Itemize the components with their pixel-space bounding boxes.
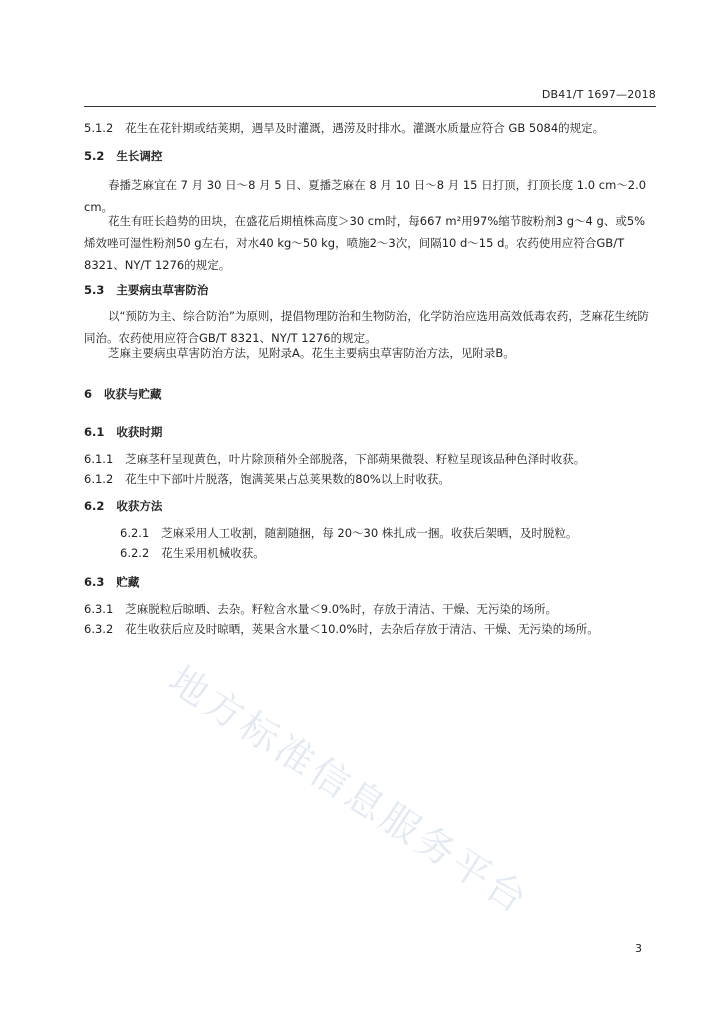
- standard-code: DB41/T 1697—2018: [541, 88, 656, 101]
- clause-number: 5.1.2: [84, 121, 114, 135]
- paragraph-growth-control: 花生有旺长趋势的田块，在盛花后期植株高度＞30 cm时，每667 m²用97%缩节胺粉剂3 g～4 g、或5%烯效唑可湿性粉剂50 g左右，对水40 kg～50 kg，喷施2～3次，间隔10 d～15 d。农药使用应符合GB/T 8321、NY/T 1276的规定。: [84, 214, 646, 272]
- header-rule: [84, 106, 656, 107]
- heading-text: 生长调控: [116, 149, 163, 163]
- clause-text: 花生在花针期或结荚期，遇旱及时灌溉，遇涝及时排水。灌溉水质量应符合 GB 5084的规定。: [125, 121, 605, 135]
- heading-5-2: [84, 148, 162, 164]
- heading-text: 收获方法: [116, 499, 163, 513]
- clause-6-1-2: [84, 471, 450, 487]
- heading-6-1: [84, 424, 162, 440]
- heading-number: 6.1: [84, 425, 105, 439]
- clause-6-2-2: [120, 545, 265, 561]
- heading-5-3: [84, 282, 208, 298]
- clause-6-3-1: [84, 601, 557, 617]
- watermark: 地方标准信息服务平台: [161, 657, 538, 924]
- paragraph-topping: 春播芝麻宜在 7 月 30 日～8 月 5 日、夏播芝麻在 8 月 10 日～8 月 15 日打顶，打顶长度 1.0 cm～2.0 cm。: [84, 178, 647, 214]
- clause-text: 芝麻采用人工收割，随割随捆，每 20～30 株扎成一捆。收获后架晒，及时脱粒。: [161, 526, 578, 540]
- paragraph-pest-appendix: 芝麻主要病虫草害防治方法，见附录A。花生主要病虫草害防治方法，见附录B。: [108, 346, 515, 360]
- clause-6-2-1: [120, 525, 577, 541]
- clause-text: 花生收获后应及时晾晒，荚果含水量＜10.0%时，去杂后存放于清洁、干燥、无污染的场所。: [125, 622, 599, 636]
- heading-number: 5.3: [84, 283, 105, 297]
- heading-text: 收获时期: [116, 425, 163, 439]
- heading-6-3: [84, 574, 139, 590]
- clause-number: 6.2.2: [120, 546, 150, 560]
- clause-number: 6.3.1: [84, 602, 114, 616]
- heading-6-2: [84, 498, 162, 514]
- heading-text: 收获与贮藏: [104, 387, 162, 401]
- heading-number: 6.3: [84, 575, 105, 589]
- heading-6: [84, 386, 162, 402]
- clause-number: 6.1.1: [84, 452, 114, 466]
- page-number: 3: [635, 942, 642, 955]
- clause-number: 6.3.2: [84, 622, 114, 636]
- heading-text: 主要病虫草害防治: [116, 283, 209, 297]
- clause-text: 花生中下部叶片脱落，饱满荚果占总荚果数的80%以上时收获。: [125, 472, 450, 486]
- heading-text: 贮藏: [116, 575, 140, 589]
- clause-5-1-2: [84, 120, 604, 136]
- clause-6-3-2: [84, 621, 599, 637]
- clause-text: 花生采用机械收获。: [161, 546, 265, 560]
- clause-text: 芝麻茎秆呈现黄色，叶片除顶稍外全部脱落，下部蒴果微裂、籽粒呈现该品种色泽时收获。: [125, 452, 586, 466]
- heading-number: 5.2: [84, 149, 105, 163]
- heading-number: 6.2: [84, 499, 105, 513]
- heading-number: 6: [84, 387, 93, 401]
- clause-text: 芝麻脱粒后晾晒、去杂。籽粒含水量＜9.0%时，存放于清洁、干燥、无污染的场所。: [125, 602, 557, 616]
- clause-number: 6.1.2: [84, 472, 114, 486]
- clause-6-1-1: [84, 451, 585, 467]
- clause-number: 6.2.1: [120, 526, 150, 540]
- paragraph-pest-principle: 以“预防为主、综合防治”为原则，提倡物理防治和生物防治，化学防治应选用高效低毒农药，芝麻花生统防同治。农药使用应符合GB/T 8321、NY/T 1276的规定。: [84, 309, 649, 345]
